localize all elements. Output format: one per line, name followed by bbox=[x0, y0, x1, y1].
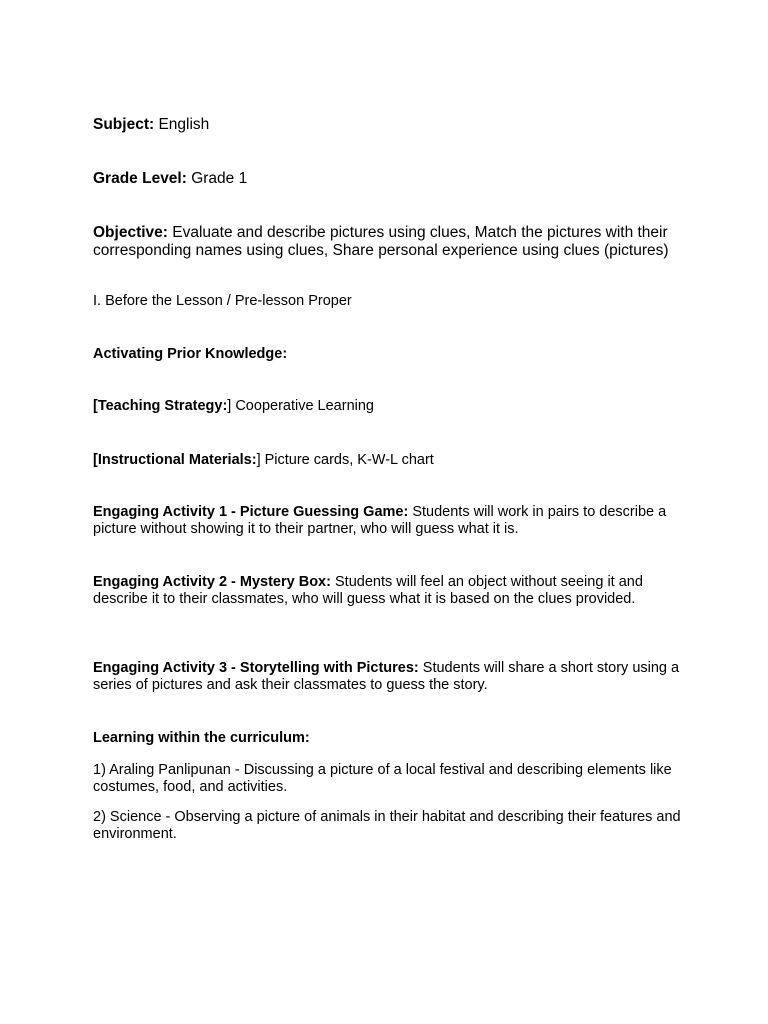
teaching-strategy-line bbox=[93, 398, 683, 415]
activity-2-label: Engaging Activity 2 - Mystery Box: bbox=[93, 574, 331, 590]
engaging-activity-3 bbox=[93, 660, 683, 694]
subject-line bbox=[93, 116, 683, 134]
activity-1-label: Engaging Activity 1 - Picture Guessing Game: bbox=[93, 504, 409, 520]
instructional-materials-line bbox=[93, 452, 683, 469]
teaching-strategy-value: ] Cooperative Learning bbox=[227, 398, 374, 414]
engaging-activity-2 bbox=[93, 574, 683, 608]
subject-value: English bbox=[154, 116, 210, 133]
objective-text: Evaluate and describe pictures using clues, Match the pictures with their corresponding names using clues, Share personal experience using clues (pictures) bbox=[93, 224, 669, 259]
activating-label: Activating Prior Knowledge: bbox=[93, 346, 288, 362]
subject-label: Subject: bbox=[93, 116, 155, 133]
objective-paragraph bbox=[93, 224, 683, 260]
curriculum-item: 2) Science - Observing a picture of animals in their habitat and describing their features and environment. bbox=[93, 809, 681, 842]
grade-level-label: Grade Level: bbox=[93, 170, 187, 187]
activity-3-label: Engaging Activity 3 - Storytelling with Pictures: bbox=[93, 660, 419, 676]
teaching-strategy-label: [Teaching Strategy: bbox=[93, 398, 228, 414]
curriculum-heading bbox=[93, 730, 683, 747]
activating-prior-knowledge-heading bbox=[93, 346, 683, 363]
engaging-activity-1 bbox=[93, 504, 683, 538]
grade-level-line bbox=[93, 170, 683, 188]
instructional-materials-label: [Instructional Materials: bbox=[93, 452, 257, 468]
objective-label: Objective: bbox=[93, 224, 168, 241]
activity-1-text: Students will work in pairs to describe a picture without showing it to their partner, who will guess what it is. bbox=[93, 504, 667, 537]
activity-2-text: Students will feel an object without seeing it and describe it to their classmates, who will guess what it is based on the clues provided. bbox=[93, 574, 643, 607]
curriculum-label: Learning within the curriculum: bbox=[93, 730, 310, 746]
activity-3-text: Students will share a short story using a series of pictures and ask their classmates to guess the story. bbox=[93, 660, 680, 693]
curriculum-item: 1) Araling Panlipunan - Discussing a picture of a local festival and describing elements like costumes, food, and activities. bbox=[93, 762, 672, 795]
section-heading: I. Before the Lesson / Pre-lesson Proper bbox=[93, 293, 352, 309]
instructional-materials-value: ] Picture cards, K-W-L chart bbox=[256, 452, 434, 468]
grade-level-value: Grade 1 bbox=[186, 170, 248, 187]
